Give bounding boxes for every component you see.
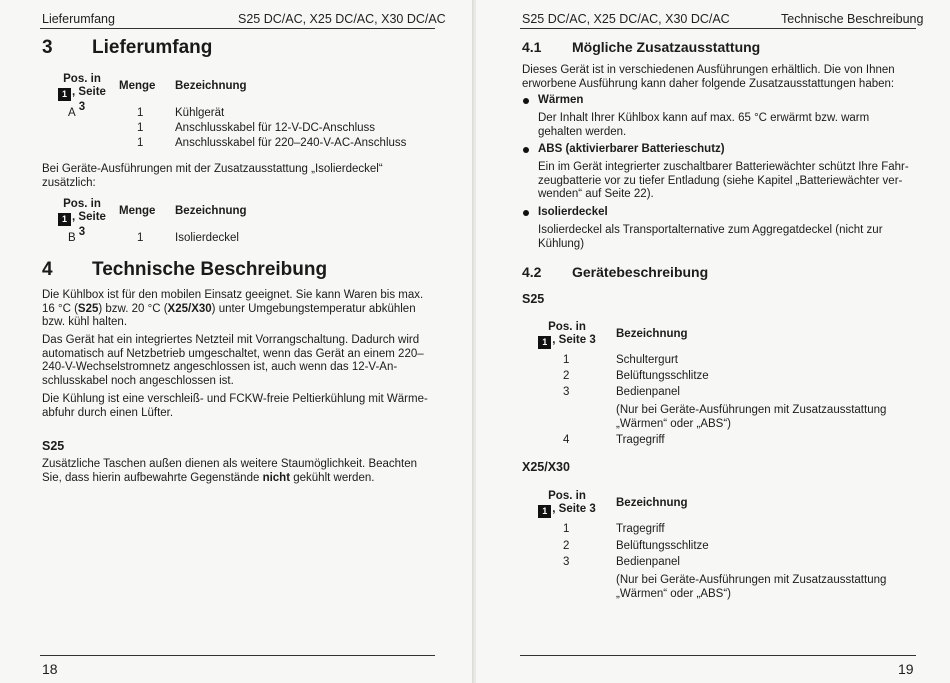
table1-qty: 1 xyxy=(137,122,144,134)
table1-header-qty: Menge xyxy=(119,80,156,92)
header-rule xyxy=(40,28,435,29)
x-pos: 1 xyxy=(563,523,570,535)
table1-header-desc: Bezeichnung xyxy=(175,80,247,92)
left-page xyxy=(0,0,474,683)
x-desc: Belüftungsschlitze xyxy=(616,540,709,552)
table2-header-pos: Pos. in 1 , Seite 3 xyxy=(58,198,106,239)
running-head-left: S25 DC/AC, X25 DC/AC, X30 DC/AC xyxy=(522,12,730,26)
s25-table-header-desc: Bezeichnung xyxy=(616,328,688,340)
info-badge-icon: 1 xyxy=(538,505,551,518)
paragraph-cooling: Die Kühlung ist eine verschleiß- und FCKW-freie Peltierkühlung mit Wärme- abfuhr durch einen Lüfter. xyxy=(42,393,428,419)
bullet-title-lid: Isolierdeckel xyxy=(538,206,608,218)
paragraph-usage: Die Kühlbox ist für den mobilen Einsatz geeignet. Sie kann Waren bis max. 16 °C (S25) bzw. 20 °C (X25/X30) unter Umgebungstemperatur abkühlen bzw. kühl halten. xyxy=(42,289,424,328)
x-desc: Bedienpanel xyxy=(616,556,680,568)
s25-desc: Tragegriff xyxy=(616,434,665,446)
model-label-s25: S25 xyxy=(42,439,65,453)
x-table-header-pos: Pos. in 1 , Seite 3 xyxy=(538,490,596,518)
bullet-icon xyxy=(523,147,529,153)
table2-qty: 1 xyxy=(137,232,144,244)
page-number-right: 19 xyxy=(898,661,914,677)
model-label-s25: S25 xyxy=(522,292,545,306)
s25-pos: 4 xyxy=(563,434,570,446)
paragraph-intro: Dieses Gerät ist in verschiedenen Ausführungen erhältlich. Die von Ihnen erworbene Ausführung kann daher folgende Zusatzausstattungen haben: xyxy=(522,64,895,90)
s25-pos: 3 xyxy=(563,386,570,398)
bullet-title-abs: ABS (aktivierbarer Batterieschutz) xyxy=(538,143,725,155)
model-label-x25-x30: X25/X30 xyxy=(522,460,570,474)
footer-rule xyxy=(520,655,916,656)
info-badge-icon: 1 xyxy=(58,213,71,226)
x-desc: Tragegriff xyxy=(616,523,665,535)
bullet-text-abs: Ein im Gerät integrierter zuschaltbarer Batteriewächter schützt Ihre Fahr- zeugbatterie vor zu tiefer Entladung (siehe Kapitel „Batteriewächter ver- wenden“ auf Seite 22). xyxy=(538,161,909,200)
bullet-icon xyxy=(523,210,529,216)
section-heading-4-2: 4.2 Gerätebeschreibung xyxy=(522,264,709,280)
bullet-icon xyxy=(523,98,529,104)
table1-desc: Anschlusskabel für 12-V-DC-Anschluss xyxy=(175,122,376,134)
x-desc: (Nur bei Geräte-Ausführungen mit Zusatzausstattung xyxy=(616,574,887,586)
note-paragraph: Bei Geräte-Ausführungen mit der Zusatzausstattung „Isolierdeckel“ zusätzlich: xyxy=(42,163,383,189)
section-heading-4: 4 Technische Beschreibung xyxy=(42,259,328,280)
info-badge-icon: 1 xyxy=(58,88,71,101)
table1-desc: Anschlusskabel für 220–240-V-AC-Anschluss xyxy=(175,137,407,149)
s25-desc: (Nur bei Geräte-Ausführungen mit Zusatzausstattung xyxy=(616,404,887,416)
s25-desc: Bedienpanel xyxy=(616,386,680,398)
section-heading-3: 3 Lieferumfang xyxy=(42,37,213,58)
bullet-text-lid: Isolierdeckel als Transportalternative zum Aggregatdeckel (nicht zur Kühlung) xyxy=(538,224,883,250)
bullet-title-warm: Wärmen xyxy=(538,94,584,106)
running-head-right: S25 DC/AC, X25 DC/AC, X30 DC/AC xyxy=(238,12,446,26)
x-desc: „Wärmen“ oder „ABS“) xyxy=(616,588,732,600)
x-pos: 3 xyxy=(563,556,570,568)
table1-pos: A xyxy=(68,107,76,119)
table2-header-qty: Menge xyxy=(119,205,156,217)
info-badge-icon: 1 xyxy=(538,336,551,349)
s25-table-header-pos: Pos. in 1 , Seite 3 xyxy=(538,321,596,349)
table1-header-pos: Pos. in 1 , Seite 3 xyxy=(58,73,106,114)
running-head-left: Lieferumfang xyxy=(42,12,115,26)
table1-qty: 1 xyxy=(137,107,144,119)
table2-pos: B xyxy=(68,232,76,244)
table2-desc: Isolierdeckel xyxy=(175,232,239,244)
header-rule xyxy=(520,28,916,29)
bullet-text-warm: Der Inhalt Ihrer Kühlbox kann auf max. 65 °C erwärmt bzw. warm gehalten werden. xyxy=(538,112,870,138)
table1-qty: 1 xyxy=(137,137,144,149)
table2-header-desc: Bezeichnung xyxy=(175,205,247,217)
section-heading-4-1: 4.1 Mögliche Zusatzausstattung xyxy=(522,39,761,55)
x-pos: 2 xyxy=(563,540,570,552)
s25-pos: 1 xyxy=(563,354,570,366)
footer-rule xyxy=(40,655,435,656)
table1-desc: Kühlgerät xyxy=(175,107,225,119)
x-table-header-desc: Bezeichnung xyxy=(616,497,688,509)
page-number-left: 18 xyxy=(42,661,58,677)
running-head-right: Technische Beschreibung xyxy=(781,12,924,26)
s25-desc: Schultergurt xyxy=(616,354,679,366)
paragraph-pockets: Zusätzliche Taschen außen dienen als weitere Staumöglichkeit. Beachten Sie, dass hierin aufbewahrte Gegenstände nicht gekühlt werden. xyxy=(42,458,418,484)
s25-desc: Belüftungsschlitze xyxy=(616,370,709,382)
s25-pos: 2 xyxy=(563,370,570,382)
paragraph-power-supply: Das Gerät hat ein integriertes Netzteil mit Vorrangschaltung. Dadurch wird automatisch auf Netzbetrieb umgeschaltet, wenn das Gerät an einem 220– 240-V-Wechselstromnetz angeschlossen ist, auch wenn das 12-V-An- schlusskabel noch angeschlossen ist. xyxy=(42,334,424,387)
right-page xyxy=(476,0,950,683)
s25-desc: „Wärmen“ oder „ABS“) xyxy=(616,418,732,430)
